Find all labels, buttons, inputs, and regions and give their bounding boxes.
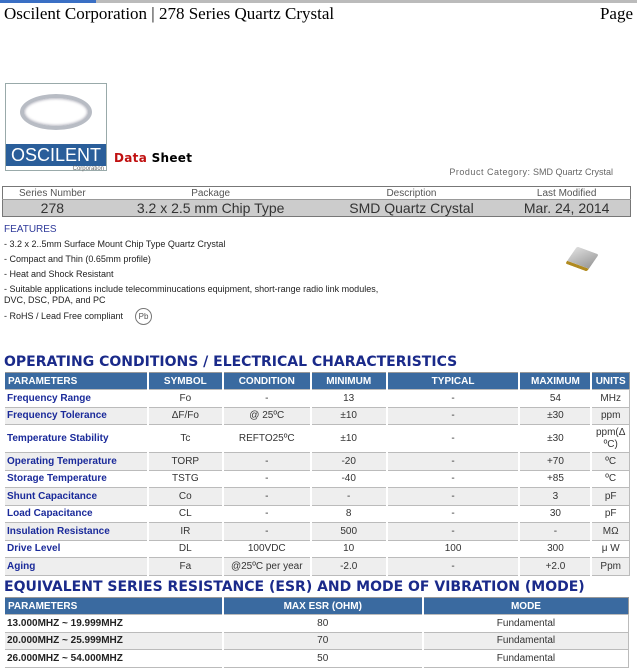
product-category xyxy=(449,167,613,177)
table-cell: pF xyxy=(591,505,629,523)
logo-ring-icon xyxy=(20,94,92,130)
column-header: PARAMETERS xyxy=(4,598,223,615)
table-cell: 300 xyxy=(519,540,591,558)
table-cell: +2.0 xyxy=(519,558,591,576)
table-cell: @ 25ºC xyxy=(223,407,311,425)
summary-value: Mar. 24, 2014 xyxy=(503,200,630,217)
table-cell: 3 xyxy=(519,488,591,506)
table-cell: - xyxy=(223,488,311,506)
table-row xyxy=(4,558,630,576)
datasheet-title xyxy=(114,151,192,165)
table-cell: ±30 xyxy=(519,407,591,425)
summary-value: 3.2 x 2.5 mm Chip Type xyxy=(102,200,320,217)
table-cell: MHz xyxy=(591,390,629,408)
table-cell: - xyxy=(387,453,520,471)
table-cell: 13.000MHZ ~ 19.999MHZ xyxy=(4,615,223,633)
operating-table xyxy=(3,372,630,576)
table-cell: - xyxy=(519,523,591,541)
datasheet-word1: Data xyxy=(114,151,148,165)
table-cell: TORP xyxy=(148,453,223,471)
table-cell: - xyxy=(223,453,311,471)
column-header: UNITS xyxy=(591,373,629,390)
table-row xyxy=(4,488,630,506)
summary-value: 278 xyxy=(3,200,102,217)
table-cell: ΔF/Fo xyxy=(148,407,223,425)
table-cell: - xyxy=(387,407,520,425)
table-cell: 10 xyxy=(311,540,387,558)
table-cell: Aging xyxy=(4,558,148,576)
table-header-row xyxy=(4,598,629,615)
table-row xyxy=(4,425,630,453)
table-cell: TSTG xyxy=(148,470,223,488)
page-label: Page xyxy=(599,4,633,23)
column-header: MAXIMUM xyxy=(519,373,591,390)
table-row xyxy=(4,390,630,408)
table-cell: 70 xyxy=(223,632,423,650)
table-cell: ±10 xyxy=(311,425,387,453)
features-title: FEATURES xyxy=(4,224,57,235)
table-cell: 13 xyxy=(311,390,387,408)
features xyxy=(4,222,389,325)
table-cell: -2.0 xyxy=(311,558,387,576)
table-cell: Temperature Stability xyxy=(4,425,148,453)
top-bar-accent xyxy=(0,0,96,3)
lead-free-icon: Pb xyxy=(135,308,152,325)
table-cell: 8 xyxy=(311,505,387,523)
table-cell: Insulation Resistance xyxy=(4,523,148,541)
table-row xyxy=(4,505,630,523)
oscilent-logo xyxy=(5,83,107,171)
table-cell: MΩ xyxy=(591,523,629,541)
logo-subtext: Corporation xyxy=(72,166,104,172)
table-cell: μ W xyxy=(591,540,629,558)
table-cell: 100VDC xyxy=(223,540,311,558)
table-cell: +70 xyxy=(519,453,591,471)
table-cell: CL xyxy=(148,505,223,523)
table-header-row xyxy=(4,373,630,390)
table-cell: Fundamental xyxy=(423,632,629,650)
table-cell: ºC xyxy=(591,453,629,471)
table-row xyxy=(4,470,630,488)
table-row xyxy=(4,615,629,633)
column-header: PARAMETERS xyxy=(4,373,148,390)
table-cell: - xyxy=(387,505,520,523)
table-cell: Ppm xyxy=(591,558,629,576)
page-title: Oscilent Corporation | 278 Series Quartz Crystal xyxy=(4,4,335,23)
feature-item-text: - RoHS / Lead Free compliant xyxy=(4,310,124,321)
logo-text: OSCILENT xyxy=(6,144,106,166)
table-cell: +85 xyxy=(519,470,591,488)
table-cell: - xyxy=(387,558,520,576)
table-cell: ±10 xyxy=(311,407,387,425)
table-cell: DL xyxy=(148,540,223,558)
feature-item: - Suitable applications include telecomminucations equipment, short-range radio link modules, DVC, DSC, PDA, and PC xyxy=(4,284,379,305)
table-cell: 100 xyxy=(387,540,520,558)
column-header: MODE xyxy=(423,598,629,615)
feature-item: - Compact and Thin (0.65mm profile) xyxy=(4,254,151,264)
summary-header: Package xyxy=(191,187,231,199)
column-header: SYMBOL xyxy=(148,373,223,390)
table-cell: IR xyxy=(148,523,223,541)
column-header: MINIMUM xyxy=(311,373,387,390)
datasheet-word2: Sheet xyxy=(151,151,193,165)
table-cell: 80 xyxy=(223,615,423,633)
table-cell: Co xyxy=(148,488,223,506)
table-cell: Frequency Range xyxy=(4,390,148,408)
table-cell: Operating Temperature xyxy=(4,453,148,471)
table-cell: - xyxy=(311,488,387,506)
table-cell: Load Capacitance xyxy=(4,505,148,523)
table-row xyxy=(4,650,629,668)
table-cell: ºC xyxy=(591,470,629,488)
summary-table xyxy=(2,186,631,217)
table-cell: - xyxy=(223,390,311,408)
table-cell: -40 xyxy=(311,470,387,488)
table-row xyxy=(4,632,629,650)
top-bar xyxy=(0,0,637,3)
table-cell: Storage Temperature xyxy=(4,470,148,488)
summary-header: Description xyxy=(386,187,437,199)
table-cell: Shunt Capacitance xyxy=(4,488,148,506)
table-cell: 50 xyxy=(223,650,423,668)
table-cell: 20.000MHZ ~ 25.999MHZ xyxy=(4,632,223,650)
table-cell: - xyxy=(387,470,520,488)
table-cell: - xyxy=(387,523,520,541)
table-row xyxy=(4,540,630,558)
table-cell: - xyxy=(387,390,520,408)
column-header: TYPICAL xyxy=(387,373,520,390)
column-header: CONDITION xyxy=(223,373,311,390)
feature-item: - 3.2 x 2..5mm Surface Mount Chip Type Quartz Crystal xyxy=(4,239,226,249)
summary-header: Series Number xyxy=(19,187,86,199)
table-cell: -20 xyxy=(311,453,387,471)
table-cell: ppm(Δ ºC) xyxy=(591,425,629,453)
table-cell: - xyxy=(387,488,520,506)
esr-table xyxy=(3,597,629,668)
feature-item xyxy=(4,308,389,325)
esr-section-title: EQUIVALENT SERIES RESISTANCE (ESR) AND MODE OF VIBRATION (MODE) xyxy=(4,579,585,595)
table-cell: REFTO25ºC xyxy=(223,425,311,453)
table-cell: Fundamental xyxy=(423,615,629,633)
table-cell: - xyxy=(387,425,520,453)
table-cell: Drive Level xyxy=(4,540,148,558)
table-cell: 30 xyxy=(519,505,591,523)
table-cell: Frequency Tolerance xyxy=(4,407,148,425)
table-cell: Tc xyxy=(148,425,223,453)
product-category-value: SMD Quartz Crystal xyxy=(532,167,613,177)
table-cell: ppm xyxy=(591,407,629,425)
table-cell: 500 xyxy=(311,523,387,541)
table-cell: @25ºC per year xyxy=(223,558,311,576)
crystal-chip-image xyxy=(565,246,599,271)
summary-value: SMD Quartz Crystal xyxy=(320,200,504,217)
table-cell: 26.000MHZ ~ 54.000MHZ xyxy=(4,650,223,668)
table-cell: Fundamental xyxy=(423,650,629,668)
summary-header: Last Modified xyxy=(536,187,597,199)
table-cell: - xyxy=(223,523,311,541)
operating-section-title: OPERATING CONDITIONS / ELECTRICAL CHARACTERISTICS xyxy=(4,354,458,370)
table-cell: - xyxy=(223,470,311,488)
column-header: MAX ESR (OHM) xyxy=(223,598,423,615)
table-row xyxy=(4,407,630,425)
table-row xyxy=(4,523,630,541)
table-cell: pF xyxy=(591,488,629,506)
table-cell: Fo xyxy=(148,390,223,408)
feature-item: - Heat and Shock Resistant xyxy=(4,269,114,279)
table-cell: ±30 xyxy=(519,425,591,453)
table-row xyxy=(4,453,630,471)
product-category-label: Product Category: xyxy=(449,167,531,177)
table-cell: - xyxy=(223,505,311,523)
table-cell: Fa xyxy=(148,558,223,576)
table-cell: 54 xyxy=(519,390,591,408)
